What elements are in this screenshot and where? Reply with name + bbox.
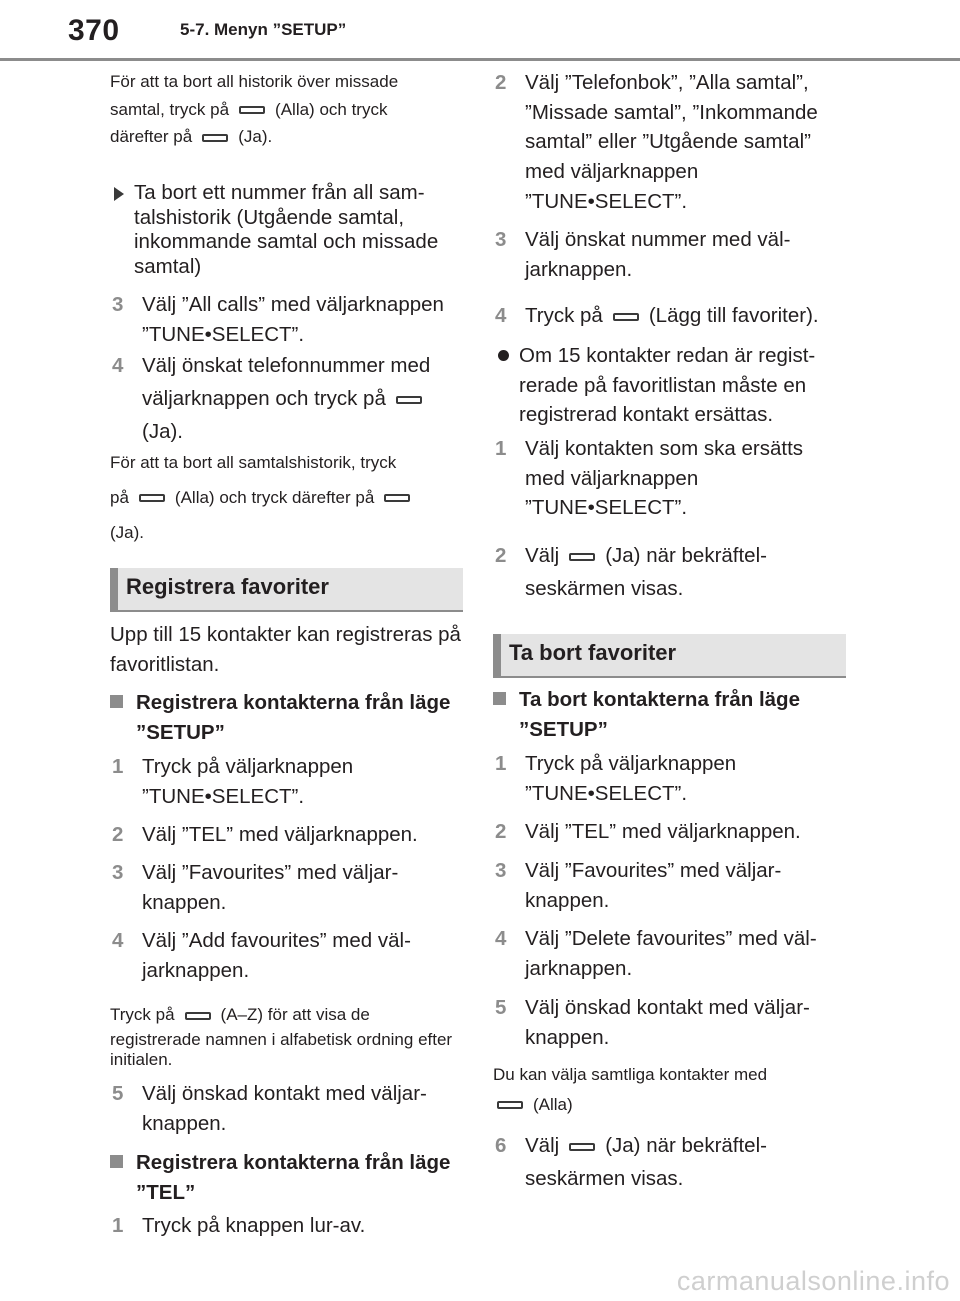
step-text: Tryck på knappen lur-av. <box>142 1214 366 1237</box>
step-text: Välj ”TEL” med väljarknappen. <box>142 823 418 846</box>
step-text-part: Tryck på <box>525 304 603 327</box>
step-item <box>493 225 846 284</box>
step-text: Tryck på väljarknappen ”TUNE•SELECT”. <box>142 755 354 808</box>
screen-button-icon <box>569 553 595 561</box>
screen-button-icon <box>497 1101 523 1109</box>
step-item <box>493 749 846 808</box>
step-text: Välj önskad kontakt med väljarknappen. <box>525 996 810 1049</box>
step-item <box>493 1129 846 1195</box>
screen-button-icon <box>202 134 228 142</box>
note-line: För att ta bort all historik över missade <box>110 72 399 91</box>
step-number: 1 <box>112 755 124 778</box>
heading-label: Registrera favoriter <box>126 574 329 599</box>
square-marker-icon <box>110 1155 123 1168</box>
note-line: För att ta bort all samtalshistorik, tryck <box>110 453 397 472</box>
subheading-tel <box>110 1148 463 1207</box>
step-text: Välj ”Favourites” med väljarknappen. <box>525 859 782 912</box>
step-text: Tryck på väljarknappen ”TUNE•SELECT”. <box>525 752 737 805</box>
note-text: (Alla) och tryck därefter på <box>174 487 375 507</box>
step-text: Välj ”Add favourites” med väljarknappen. <box>142 929 411 982</box>
step-number: 2 <box>112 823 124 846</box>
note-text: samtal, tryck på <box>110 99 230 119</box>
page-number: 370 <box>68 14 120 47</box>
step-text-part: Välj <box>525 544 560 567</box>
step-item <box>493 856 846 915</box>
step-item <box>110 349 463 449</box>
step-text: Välj ”Delete favourites” med väljarknappen. <box>525 927 817 980</box>
step-number: 6 <box>495 1134 507 1157</box>
note-select-all <box>493 1060 846 1120</box>
step-number: 3 <box>112 293 124 316</box>
note-line <box>110 481 463 516</box>
step-number: 1 <box>495 437 507 460</box>
heading-register-favourites <box>110 568 463 612</box>
note-text: (Alla) och tryck <box>275 99 388 119</box>
step-text: Välj ”TEL” med väljarknappen. <box>525 820 801 843</box>
step-number: 3 <box>112 861 124 884</box>
step-item <box>110 858 463 917</box>
heading-label: Ta bort favoriter <box>509 640 677 665</box>
step-text: Välj önskad kontakt med väljarknappen. <box>142 1082 427 1135</box>
bullet-item <box>493 341 846 430</box>
step-number: 4 <box>112 354 124 377</box>
step-number: 2 <box>495 820 507 843</box>
step-number: 3 <box>495 228 507 251</box>
triangle-arrow-icon <box>114 187 124 201</box>
note-text: registrerade namnen i alfabetisk ordning efter initialen. <box>110 1029 453 1070</box>
square-marker-icon <box>493 692 506 705</box>
step-number: 4 <box>495 927 507 950</box>
step-item <box>493 68 846 217</box>
note-line <box>110 96 463 124</box>
screen-button-icon <box>396 396 422 404</box>
step-text-part: (Lägg till favoriter). <box>648 304 819 327</box>
arrow-heading-text: Ta bort ett nummer från all samtalshistorik (Utgående samtal, inkommande samtal och missade samtal) <box>134 181 439 278</box>
subheading-text: Registrera kontakterna från läge ”SETUP” <box>136 691 451 744</box>
note-text: på <box>110 487 129 507</box>
step-item <box>110 1211 463 1241</box>
subheading-text: Registrera kontakterna från läge ”TEL” <box>136 1151 451 1204</box>
step-text <box>525 539 846 605</box>
step-item <box>110 290 463 349</box>
note-line: Du kan välja samtliga kontakter med <box>493 1065 768 1084</box>
step-text: Välj ”Favourites” med väljarknappen. <box>142 861 399 914</box>
step-item <box>110 1079 463 1138</box>
bullet-dot-icon <box>498 350 509 361</box>
step-number: 4 <box>495 304 507 327</box>
step-item <box>493 817 846 847</box>
step-number: 1 <box>112 1214 124 1237</box>
step-text: Välj ”Telefonbok”, ”Alla samtal”, ”Missade samtal”, ”Inkommande samtal” eller ”Utgående samtal” med väljarknappen ”TUNE•SELECT”. <box>525 71 818 213</box>
note-alphabetical <box>110 1005 463 1071</box>
step-text: Välj kontakten som ska ersätts med väljarknappen ”TUNE•SELECT”. <box>525 437 804 520</box>
note-all-history <box>110 446 463 551</box>
step-item <box>110 820 463 850</box>
note-text: därefter på <box>110 127 193 147</box>
step-item <box>110 752 463 811</box>
step-number: 5 <box>112 1082 124 1105</box>
step-text-part: (Ja) när bekräftelseskärmen visas. <box>525 544 767 601</box>
note-line: (Ja). <box>110 522 144 542</box>
step-item <box>493 301 846 331</box>
arrow-heading <box>110 181 463 279</box>
step-number: 2 <box>495 71 507 94</box>
step-number: 4 <box>112 929 124 952</box>
note-line <box>110 123 463 151</box>
note-text: Tryck på <box>110 1005 175 1024</box>
note-line <box>493 1090 846 1120</box>
screen-button-icon <box>613 313 639 321</box>
section-title: 5-7. Menyn ”SETUP” <box>180 20 347 39</box>
screen-button-icon <box>384 494 410 502</box>
intro-text: Upp till 15 kontakter kan registreras på favoritlistan. <box>110 623 461 676</box>
heading-bar <box>110 568 118 610</box>
step-text-part: (Ja). <box>142 420 183 444</box>
note-text: (Ja). <box>238 127 273 147</box>
step-text <box>525 301 846 331</box>
step-number: 3 <box>495 859 507 882</box>
step-text: Välj önskat nummer med väljarknappen. <box>525 228 791 281</box>
header-rule <box>0 58 960 61</box>
step-number: 1 <box>495 752 507 775</box>
screen-button-icon <box>139 494 165 502</box>
step-item <box>493 539 846 605</box>
page-header <box>0 0 960 62</box>
step-item <box>493 993 846 1052</box>
step-text: Välj ”All calls” med väljarknappen ”TUNE•SELECT”. <box>142 293 444 346</box>
screen-button-icon <box>239 106 265 114</box>
note-line <box>110 1005 463 1026</box>
square-marker-icon <box>110 695 123 708</box>
screen-button-icon <box>569 1143 595 1151</box>
heading-delete-favourites <box>493 634 846 678</box>
bullet-text: Om 15 kontakter redan är registrerade på favoritlistan måste en registrerad kontakt ersättas. <box>519 344 816 427</box>
step-text <box>525 1129 846 1195</box>
subheading-setup <box>110 688 463 747</box>
note-text: (A–Z) för att visa de <box>220 1005 370 1024</box>
step-item <box>493 434 846 523</box>
step-text <box>142 349 463 449</box>
step-item <box>493 924 846 983</box>
subheading-text: Ta bort kontakterna från läge ”SETUP” <box>519 688 800 741</box>
watermark: carmanualsonline.info <box>676 1266 950 1296</box>
step-number: 2 <box>495 544 507 567</box>
screen-button-icon <box>185 1012 211 1020</box>
step-text-part: (Ja) när bekräftelseskärmen visas. <box>525 1134 767 1191</box>
subheading-setup <box>493 685 846 744</box>
step-text-part: Välj önskat telefonnummer med väljarknappen och tryck på <box>142 354 431 411</box>
step-item <box>110 926 463 985</box>
step-text-part: Välj <box>525 1134 560 1157</box>
note-missed-calls <box>110 68 463 151</box>
note-text: (Alla) <box>533 1094 573 1114</box>
step-number: 5 <box>495 996 507 1019</box>
heading-bar <box>493 634 501 676</box>
